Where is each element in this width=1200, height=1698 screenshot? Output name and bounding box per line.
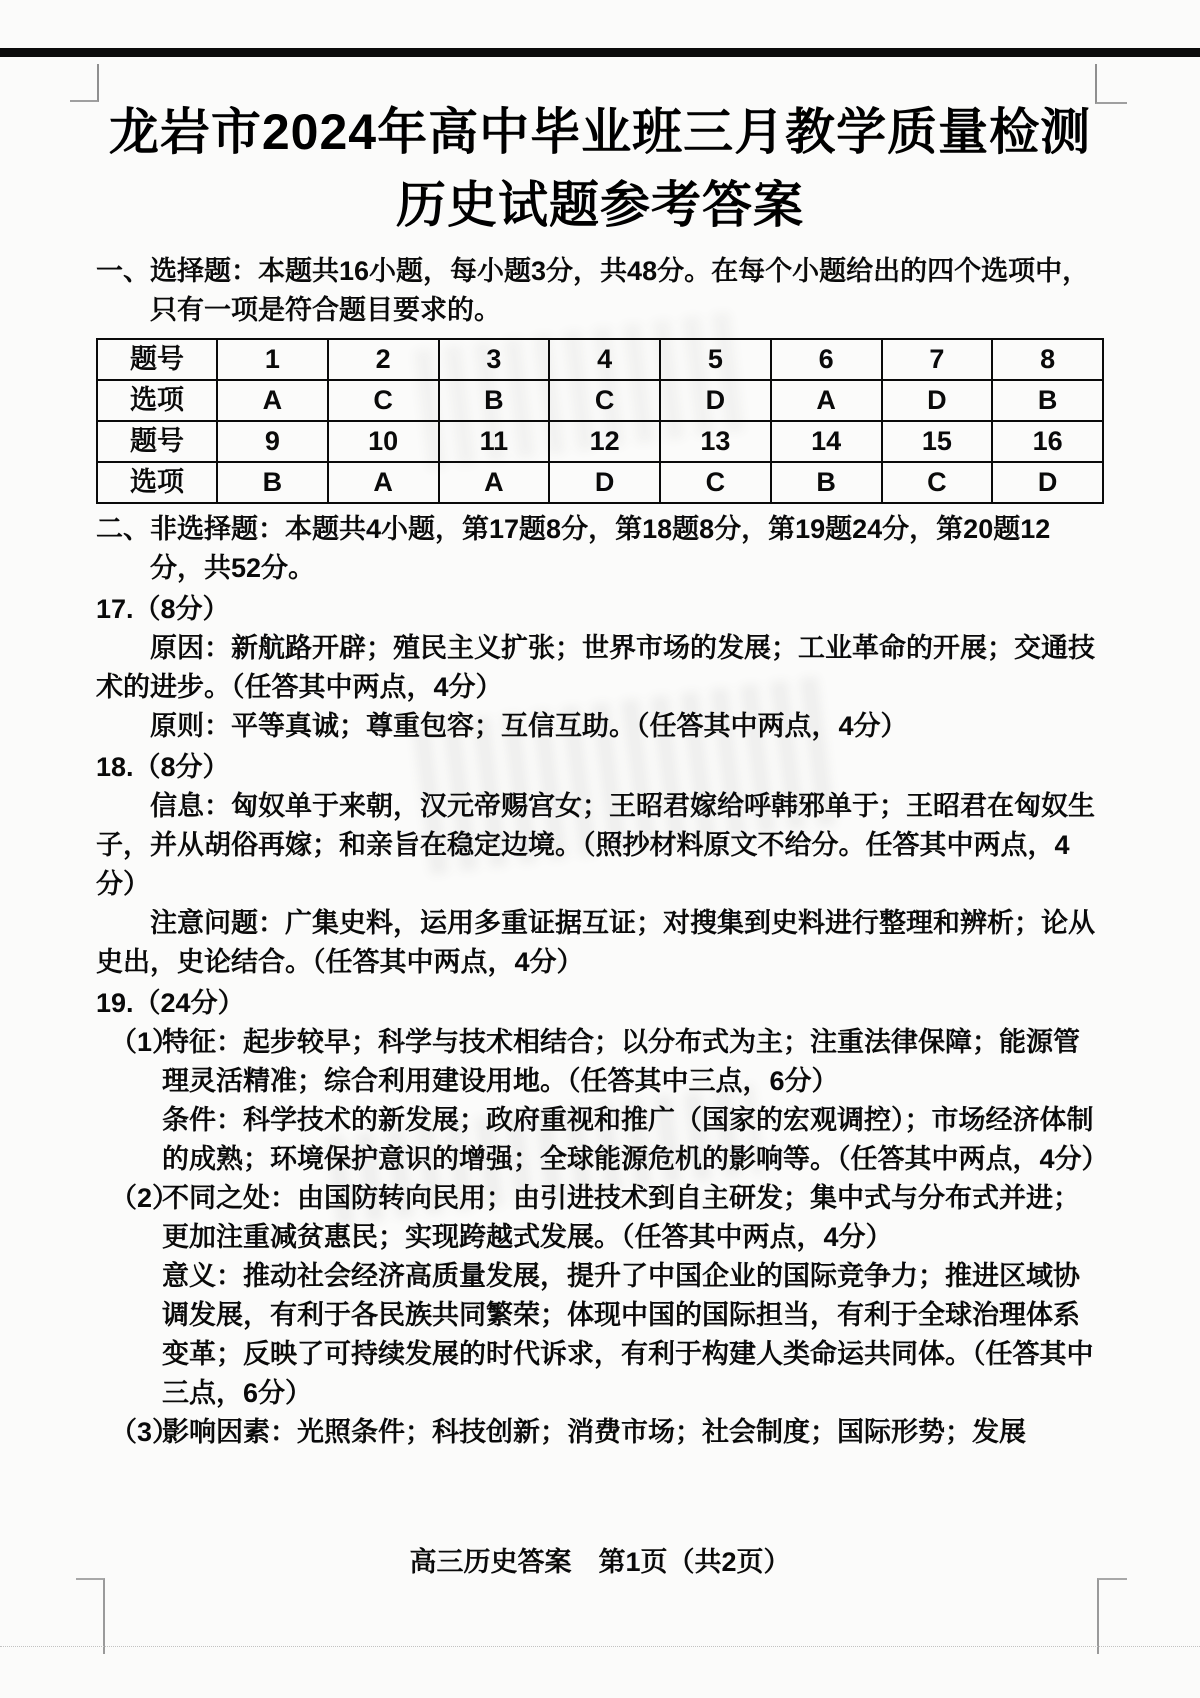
question-19-number: 19.（24分） bbox=[96, 988, 245, 1018]
question-number-cell: 8 bbox=[992, 339, 1103, 380]
question-19-block bbox=[96, 984, 1109, 1452]
cropmark-bottom-right-icon bbox=[1097, 1578, 1127, 1654]
question-number-cell: 4 bbox=[549, 339, 660, 380]
question-18-number: 18.（8分） bbox=[96, 752, 230, 782]
multiple-choice-answer-table bbox=[96, 338, 1104, 504]
question-number-cell: 6 bbox=[771, 339, 882, 380]
answer-cell: B bbox=[217, 462, 328, 503]
answer-cell: A bbox=[771, 380, 882, 421]
question-19-3-factors: 影响因素：光照条件；科技创新；消费市场；社会制度；国际形势；发展 bbox=[162, 1417, 1026, 1447]
question-number-cell: 3 bbox=[439, 339, 550, 380]
question-17-answer-reasons: 原因：新航路开辟；殖民主义扩张；世界市场的发展；工业革命的开展；交通技术的进步。（任答其中两点，4分） bbox=[96, 633, 1095, 702]
table-row-questions-1-8 bbox=[97, 339, 1103, 380]
question-number-cell: 10 bbox=[328, 421, 439, 462]
cropmark-bottom-left-icon bbox=[76, 1578, 105, 1654]
answer-cell: C bbox=[328, 380, 439, 421]
subitem-label: （3） bbox=[110, 1417, 180, 1447]
question-19-subitem-1 bbox=[96, 1023, 1109, 1179]
answer-cell: A bbox=[328, 462, 439, 503]
question-18-answer-information: 信息：匈奴单于来朝，汉元帝赐宫女；王昭君嫁给呼韩邪单于；王昭君在匈奴生子，并从胡俗再嫁；和亲旨在稳定边境。（照抄材料原文不给分。任答其中两点，4分） bbox=[96, 791, 1095, 899]
question-19-1-conditions: 条件：科学技术的新发展；政府重视和推广（国家的宏观调控）；市场经济体制的成熟；环境保护意识的增强；全球能源危机的影响等。（任答其中两点，4分） bbox=[162, 1105, 1109, 1174]
row-label: 选项 bbox=[97, 462, 217, 503]
title-line-1: 龙岩市2024年高中毕业班三月教学质量检测 bbox=[108, 104, 1092, 160]
question-number-cell: 15 bbox=[882, 421, 993, 462]
answer-cell: C bbox=[660, 462, 771, 503]
question-18-block bbox=[96, 748, 1104, 982]
answer-cell: B bbox=[992, 380, 1103, 421]
table-row-answers-9-16 bbox=[97, 462, 1103, 503]
section-1-heading: 一、选择题：本题共16小题，每小题3分，共48分。在每个小题给出的四个选项中，只有一项是符合题目要求的。 bbox=[96, 256, 1090, 325]
answer-cell: D bbox=[882, 380, 993, 421]
question-number-cell: 13 bbox=[660, 421, 771, 462]
question-number-cell: 5 bbox=[660, 339, 771, 380]
question-number-cell: 14 bbox=[771, 421, 882, 462]
subitem-label: （2） bbox=[110, 1183, 180, 1213]
table-row-questions-9-16 bbox=[97, 421, 1103, 462]
answer-cell: B bbox=[771, 462, 882, 503]
row-label: 题号 bbox=[97, 421, 217, 462]
question-17-block bbox=[96, 590, 1104, 746]
answer-cell: D bbox=[992, 462, 1103, 503]
question-17-answer-principles: 原则：平等真诚；尊重包容；互信互助。（任答其中两点，4分） bbox=[150, 711, 908, 741]
question-number-cell: 2 bbox=[328, 339, 439, 380]
question-17-number: 17.（8分） bbox=[96, 594, 230, 624]
question-19-2-significance: 意义：推动社会经济高质量发展，提升了中国企业的国际竞争力；推进区域协调发展，有利于各民族共同繁荣；体现中国的国际担当，有利于全球治理体系变革；反映了可持续发展的时代诉求，有利于构建人类命运共同体。（任答其中三点，6分） bbox=[162, 1261, 1094, 1408]
question-number-cell: 12 bbox=[549, 421, 660, 462]
question-19-subitem-2 bbox=[96, 1179, 1104, 1413]
page-footer: 高三历史答案 第1页（共2页） bbox=[409, 1547, 791, 1577]
cropmark-top-left-icon bbox=[70, 64, 99, 102]
table-row-answers-1-8 bbox=[97, 380, 1103, 421]
document-content bbox=[96, 0, 1109, 1452]
question-18-answer-notes: 注意问题：广集史料，运用多重证据互证；对搜集到史料进行整理和辨析；论从史出，史论结合。（任答其中两点，4分） bbox=[96, 908, 1095, 977]
question-number-cell: 9 bbox=[217, 421, 328, 462]
row-label: 选项 bbox=[97, 380, 217, 421]
answer-cell: D bbox=[660, 380, 771, 421]
section-2-heading: 二、非选择题：本题共4小题，第17题8分，第18题8分，第19题24分，第20题12分，共52分。 bbox=[96, 514, 1051, 583]
answer-cell: A bbox=[217, 380, 328, 421]
answer-cell: A bbox=[439, 462, 550, 503]
question-19-subitem-3 bbox=[96, 1413, 1104, 1452]
answer-cell: C bbox=[549, 380, 660, 421]
scan-artifact-dotted-line bbox=[0, 1646, 1200, 1647]
question-19-2-differences: 不同之处：由国防转向民用；由引进技术到自主研发；集中式与分布式并进；更加注重减贫惠民；实现跨越式发展。（任答其中两点，4分） bbox=[162, 1183, 1080, 1252]
question-number-cell: 7 bbox=[882, 339, 993, 380]
answer-cell: B bbox=[439, 380, 550, 421]
question-19-1-features: 特征：起步较早；科学与技术相结合；以分布式为主；注重法律保障；能源管理灵活精准；综合利用建设用地。（任答其中三点，6分） bbox=[162, 1027, 1080, 1096]
subitem-label: （1） bbox=[110, 1027, 180, 1057]
question-number-cell: 1 bbox=[217, 339, 328, 380]
title-line-2: 历史试题参考答案 bbox=[396, 177, 804, 233]
document-title bbox=[96, 96, 1104, 242]
answer-cell: C bbox=[882, 462, 993, 503]
row-label: 题号 bbox=[97, 339, 217, 380]
question-number-cell: 16 bbox=[992, 421, 1103, 462]
question-number-cell: 11 bbox=[439, 421, 550, 462]
answer-cell: D bbox=[549, 462, 660, 503]
